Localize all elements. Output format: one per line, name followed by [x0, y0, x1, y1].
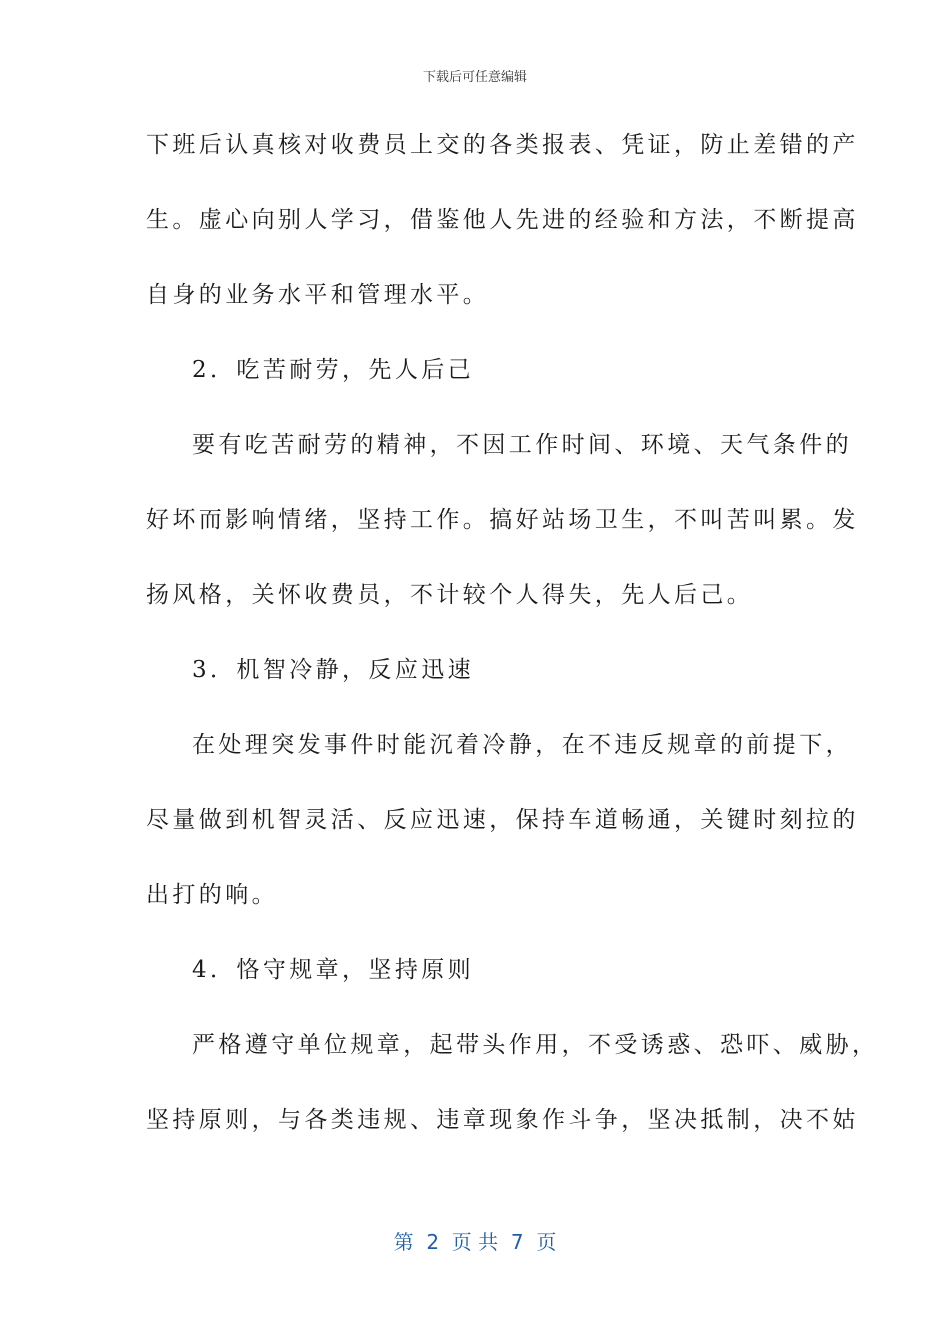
paragraph-line: 在处理突发事件时能沉着冷静，在不违反规章的前提下，	[192, 732, 852, 758]
paragraph-line: 坚持原则，与各类违规、违章现象作斗争，坚决抵制，决不姑	[146, 1107, 859, 1133]
paragraph-line: 生。虚心向别人学习，借鉴他人先进的经验和方法，不断提高	[146, 207, 859, 233]
paragraph-line: 自身的业务水平和管理水平。	[146, 282, 490, 308]
paragraph-line: 严格遵守单位规章，起带头作用，不受诱惑、恐吓、威胁，	[192, 1032, 879, 1058]
section-heading: 4．恪守规章，坚持原则	[192, 957, 475, 983]
paragraph-line: 下班后认真核对收费员上交的各类报表、凭证，防止差错的产	[146, 132, 859, 158]
section-heading: 3．机智冷静，反应迅速	[192, 657, 475, 683]
paragraph-line: 尽量做到机智灵活、反应迅速，保持车道畅通，关键时刻拉的	[146, 807, 859, 833]
section-heading: 2．吃苦耐劳，先人后己	[192, 357, 475, 383]
paragraph-line: 扬风格，关怀收费员，不计较个人得失，先人后己。	[146, 582, 754, 608]
paragraph-line: 出打的响。	[146, 882, 278, 908]
paragraph-line: 要有吃苦耐劳的精神，不因工作时间、环境、天气条件的	[192, 432, 852, 458]
paragraph-line: 好坏而影响情绪，坚持工作。搞好站场卫生，不叫苦叫累。发	[146, 507, 859, 533]
page-number-footer: 第 2 页 共 7 页	[393, 1230, 557, 1254]
header-note: 下载后可任意编辑	[422, 70, 527, 85]
